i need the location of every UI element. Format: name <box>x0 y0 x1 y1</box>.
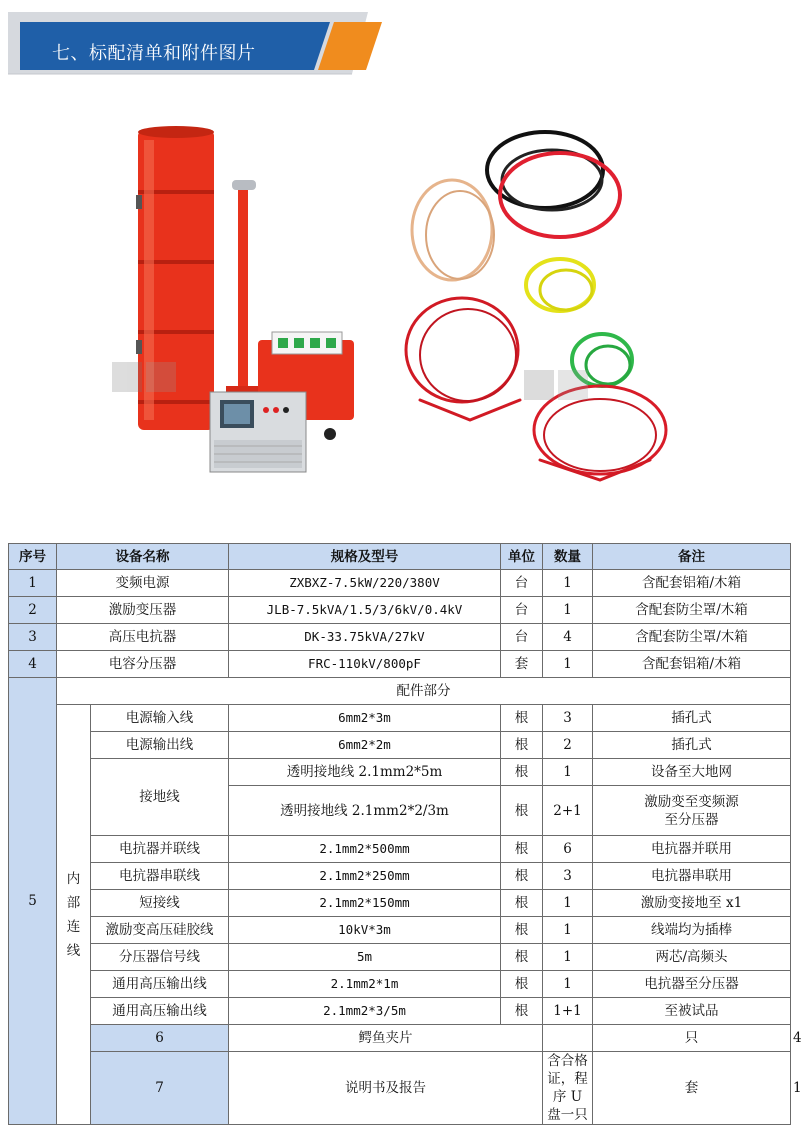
row-qty: 1 <box>543 651 593 678</box>
row-note: 两芯/高频头 <box>593 944 791 971</box>
table-row <box>9 759 791 786</box>
row-spec: 2.1mm2*1m <box>229 971 501 998</box>
row-name: 变频电源 <box>57 570 229 597</box>
spec-table <box>8 543 802 1125</box>
row-note: 电抗器至分压器 <box>593 971 791 998</box>
group-label: 内部连线 <box>57 705 91 1125</box>
row-spec: 含合格证，程序 U 盘一只 <box>543 1052 593 1125</box>
table-row <box>9 998 791 1025</box>
row-qty: 2+1 <box>543 786 593 836</box>
table-row <box>9 624 791 651</box>
row-name: 激励变高压硅胶线 <box>91 917 229 944</box>
row-note-line: 激励变至变频源 <box>644 793 739 810</box>
row-note: 至被试品 <box>593 998 791 1025</box>
accessory-section-label: 配件部分 <box>57 678 791 705</box>
row-qty: 1 <box>543 944 593 971</box>
row-spec: 2.1mm2*3/5m <box>229 998 501 1025</box>
row-unit: 套 <box>593 1052 791 1125</box>
row-name: 电源输入线 <box>91 705 229 732</box>
row-spec: ZXBXZ-7.5kW/220/380V <box>229 570 501 597</box>
row-unit: 根 <box>501 998 543 1025</box>
row-name: 通用高压输出线 <box>91 971 229 998</box>
row-qty: 1 <box>543 971 593 998</box>
row-name: 短接线 <box>91 890 229 917</box>
row-spec: 透明接地线 2.1mm2*2/3m <box>229 786 501 836</box>
row-unit: 根 <box>501 732 543 759</box>
table-row: 7 说明书及报告 含合格证，程序 U 盘一只 套 1 <box>9 1052 791 1125</box>
row-spec: 6mm2*2m <box>229 732 501 759</box>
header-no: 序号 <box>9 544 57 570</box>
row-spec: 2.1mm2*150mm <box>229 890 501 917</box>
row-qty: 4 <box>543 624 593 651</box>
row-no: 1 <box>9 570 57 597</box>
row-note: 含配套防尘罩/木箱 <box>593 597 791 624</box>
row-unit: 根 <box>501 863 543 890</box>
row-name: 电容分压器 <box>57 651 229 678</box>
header-name: 设备名称 <box>57 544 229 570</box>
row-no: 6 <box>91 1025 229 1052</box>
row-unit: 根 <box>501 786 543 836</box>
table-row <box>9 597 791 624</box>
row-note: 设备至大地网 <box>593 759 791 786</box>
row-spec: 透明接地线 2.1mm2*5m <box>229 759 501 786</box>
accessory-section-row <box>9 678 791 705</box>
row-qty: 1 <box>543 759 593 786</box>
row-note: 电抗器并联用 <box>593 836 791 863</box>
row-unit: 只 <box>593 1025 791 1052</box>
row-note: 含配套铝箱/木箱 <box>593 651 791 678</box>
header-note: 备注 <box>593 544 791 570</box>
row-qty: 1 <box>543 597 593 624</box>
row-name: 电抗器并联线 <box>91 836 229 863</box>
table-row <box>9 944 791 971</box>
table-row <box>9 890 791 917</box>
table-row <box>9 651 791 678</box>
table-row <box>9 570 791 597</box>
row-unit: 根 <box>501 836 543 863</box>
row-spec: 2.1mm2*250mm <box>229 863 501 890</box>
table-header-row <box>9 544 791 570</box>
row-note: 含配套防尘罩/木箱 <box>593 624 791 651</box>
row-note <box>593 786 791 836</box>
row-name: 鳄鱼夹片 <box>229 1025 543 1052</box>
table-row <box>9 705 791 732</box>
row-spec: 6mm2*3m <box>229 705 501 732</box>
row-qty: 3 <box>543 705 593 732</box>
photo-canvas <box>0 100 800 510</box>
section-title: 七、标配清单和附件图片 <box>52 43 256 64</box>
row-qty: 1 <box>543 890 593 917</box>
row-unit: 根 <box>501 944 543 971</box>
row-name: 激励变压器 <box>57 597 229 624</box>
row-unit: 台 <box>501 624 543 651</box>
row-spec: DK-33.75kVA/27kV <box>229 624 501 651</box>
row-unit: 套 <box>501 651 543 678</box>
row-note: 插孔式 <box>593 705 791 732</box>
row-qty: 1+1 <box>543 998 593 1025</box>
row-unit: 台 <box>501 597 543 624</box>
row-name: 电抗器串联线 <box>91 863 229 890</box>
row-name: 通用高压输出线 <box>91 998 229 1025</box>
row-note: 电抗器串联用 <box>593 863 791 890</box>
row-unit: 根 <box>501 917 543 944</box>
row-qty: 2 <box>543 732 593 759</box>
equipment-photo <box>136 126 354 472</box>
row-no: 2 <box>9 597 57 624</box>
row-no: 7 <box>91 1052 229 1125</box>
table-row <box>9 836 791 863</box>
row-spec <box>543 1025 593 1052</box>
header-unit: 单位 <box>501 544 543 570</box>
product-photos <box>0 100 800 510</box>
row-unit: 根 <box>501 971 543 998</box>
row-qty: 6 <box>543 836 593 863</box>
row-name: 电源输出线 <box>91 732 229 759</box>
row-name: 分压器信号线 <box>91 944 229 971</box>
row-note: 含配套铝箱/木箱 <box>593 570 791 597</box>
header-qty: 数量 <box>543 544 593 570</box>
table-row <box>9 863 791 890</box>
table-row: 6 鳄鱼夹片 只 4 <box>9 1025 791 1052</box>
row-unit: 台 <box>501 570 543 597</box>
row-name: 接地线 <box>91 759 229 836</box>
row-no: 4 <box>9 651 57 678</box>
row-spec: 5m <box>229 944 501 971</box>
row-note-line: 至分压器 <box>664 811 719 828</box>
row-unit: 根 <box>501 890 543 917</box>
row-unit: 根 <box>501 759 543 786</box>
table-row <box>9 971 791 998</box>
row-qty: 1 <box>543 917 593 944</box>
table-row <box>9 917 791 944</box>
row-spec: 2.1mm2*500mm <box>229 836 501 863</box>
row-note: 线端均为插棒 <box>593 917 791 944</box>
row-spec: 10kV*3m <box>229 917 501 944</box>
row-note: 插孔式 <box>593 732 791 759</box>
row-note: 激励变接地至 x1 <box>593 890 791 917</box>
row-qty: 3 <box>543 863 593 890</box>
row-no: 3 <box>9 624 57 651</box>
header-spec: 规格及型号 <box>229 544 501 570</box>
cables-photo <box>406 132 666 480</box>
section-banner <box>0 0 800 100</box>
row-no: 5 <box>9 678 57 1125</box>
row-name: 说明书及报告 <box>229 1052 543 1125</box>
table-row <box>9 732 791 759</box>
row-unit: 根 <box>501 705 543 732</box>
row-qty: 1 <box>543 570 593 597</box>
row-spec: JLB-7.5kVA/1.5/3/6kV/0.4kV <box>229 597 501 624</box>
row-name: 高压电抗器 <box>57 624 229 651</box>
row-spec: FRC-110kV/800pF <box>229 651 501 678</box>
